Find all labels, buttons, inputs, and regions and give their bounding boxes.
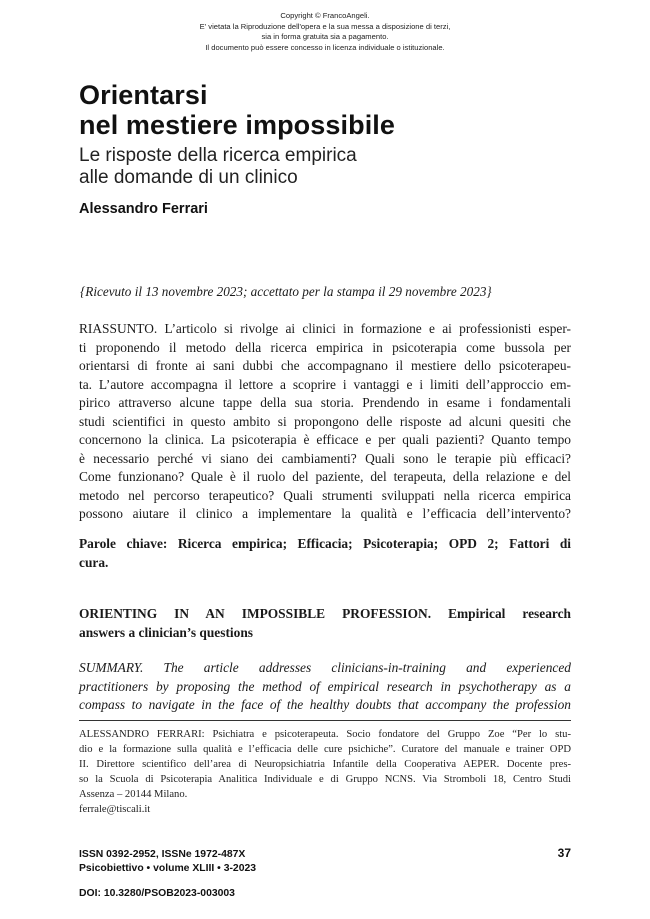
copyright-notice	[0, 11, 650, 53]
title-line: Orientarsi	[79, 80, 208, 110]
keywords-line: cura.	[79, 554, 109, 570]
summary-line: practitioners by proposing the method of empirical research in psychotherapy as a	[79, 678, 571, 694]
english-title-line: ORIENTING IN AN IMPOSSIBLE PROFESSION. Empirical research	[79, 606, 571, 621]
abstract-line: studi scientifici in questo ambito si propongono delle risposte ad alcuni quesiti che	[79, 413, 571, 429]
footnote-line: so la Scuola di Psicoterapia Analitica Individuale e di Gruppo NCNS. Via Stromboli 18, Centro Studi	[79, 774, 571, 785]
subtitle-line: Le risposte della ricerca empirica	[79, 145, 357, 166]
received-date-note: {Ricevuto il 13 novembre 2023; accettato per la stampa il 29 novembre 2023}	[80, 284, 492, 299]
abstract-line: RIASSUNTO. L’articolo si rivolge ai clinici in formazione e ai professionisti esper-	[79, 321, 571, 336]
abstract-line: è necessario perché vi siano dei cambiamenti? Quali sono le terapie più efficaci?	[79, 450, 571, 466]
subtitle-line: alle domande di un clinico	[79, 167, 298, 188]
copyright-line: Copyright © FrancoAngeli.	[280, 11, 370, 20]
abstract-line: Come funzionano? Quale è il ruolo del paziente, del terapeuta, della relazione e del	[79, 469, 571, 484]
title-line: nel mestiere impossibile	[79, 110, 396, 140]
journal-volume-line: Psicobiettivo • volume XLIII • 3-2023	[79, 863, 257, 874]
abstract-line: metodo nel percorso terapeutico? Quali strumenti sviluppati nella ricerca empirica	[79, 487, 571, 503]
issn-line: ISSN 0392-2952, ISSNe 1972-487X	[79, 849, 246, 860]
article-subtitle	[79, 145, 357, 189]
footnote-line: ALESSANDRO FERRARI: Psichiatra e psicoterapeuta. Socio fondatore del Gruppo Zoe “Per lo stu-	[79, 729, 571, 740]
doi-link[interactable]: DOI: 10.3280/PSOB2023-003003	[79, 888, 235, 899]
author-name: Alessandro Ferrari	[79, 201, 208, 217]
abstract-line: concernono la clinica. La psicoterapia è efficace e per quali pazienti? Quanto tempo	[79, 432, 571, 447]
abstract-line: possono aiutare il clinico a implementare la qualità e l’efficacia dell’intervento?	[79, 506, 571, 521]
summary-line: compass to navigate in the face of the healthy doubts that accompany the profession	[79, 697, 571, 712]
keywords	[79, 535, 571, 572]
footnote-line: Assenza – 20144 Milano.	[79, 789, 188, 800]
article-title	[79, 80, 395, 140]
english-summary	[79, 659, 571, 715]
abstract-line: ti proponendo il metodo della ricerca empirica in psicoterapia come bussola per	[79, 339, 571, 355]
keywords-line: Parole chiave: Ricerca empirica; Efficacia; Psicoterapia; OPD 2; Fattori di	[79, 536, 571, 551]
copyright-line: E' vietata la Riproduzione dell'opera e la sua messa a disposizione di terzi,	[199, 21, 451, 31]
author-footnote	[79, 727, 571, 817]
english-title	[79, 605, 571, 642]
footnote-line: dio e la formazione sulla qualità e l’efficacia delle cure psichiche”. Curatore del manuale e trainer OPD	[79, 744, 571, 755]
footnote-line: II. Direttore scientifico dell’area di Neuropsichiatria Infantile della Cooperativa AEPER. Docente pres-	[79, 759, 571, 770]
journal-info	[79, 848, 256, 876]
page-number: 37	[557, 846, 571, 860]
abstract-line: ta. L’autore accompagna il lettore a scoprire i vantaggi e i limiti dell’approccio em-	[79, 376, 571, 392]
author-email[interactable]: ferrale@tiscali.it	[79, 804, 151, 815]
italian-abstract	[79, 320, 571, 524]
footnote-divider	[79, 720, 571, 721]
copyright-line: Il documento può essere concesso in licenza individuale o istituzionale.	[205, 42, 445, 52]
copyright-line: sia in forma gratuita sia a pagamento.	[261, 32, 389, 42]
summary-line: SUMMARY. The article addresses clinicians-in-training and experienced	[79, 660, 571, 675]
english-title-line: answers a clinician’s questions	[79, 624, 253, 640]
abstract-line: orientarsi di fronte ai sani dubbi che accompagnano il mestiere dello psicoterapeu-	[79, 358, 571, 373]
abstract-line: pirico attraverso alcune tappe della sua storia. Prendendo in esame i fondamentali	[79, 395, 571, 410]
